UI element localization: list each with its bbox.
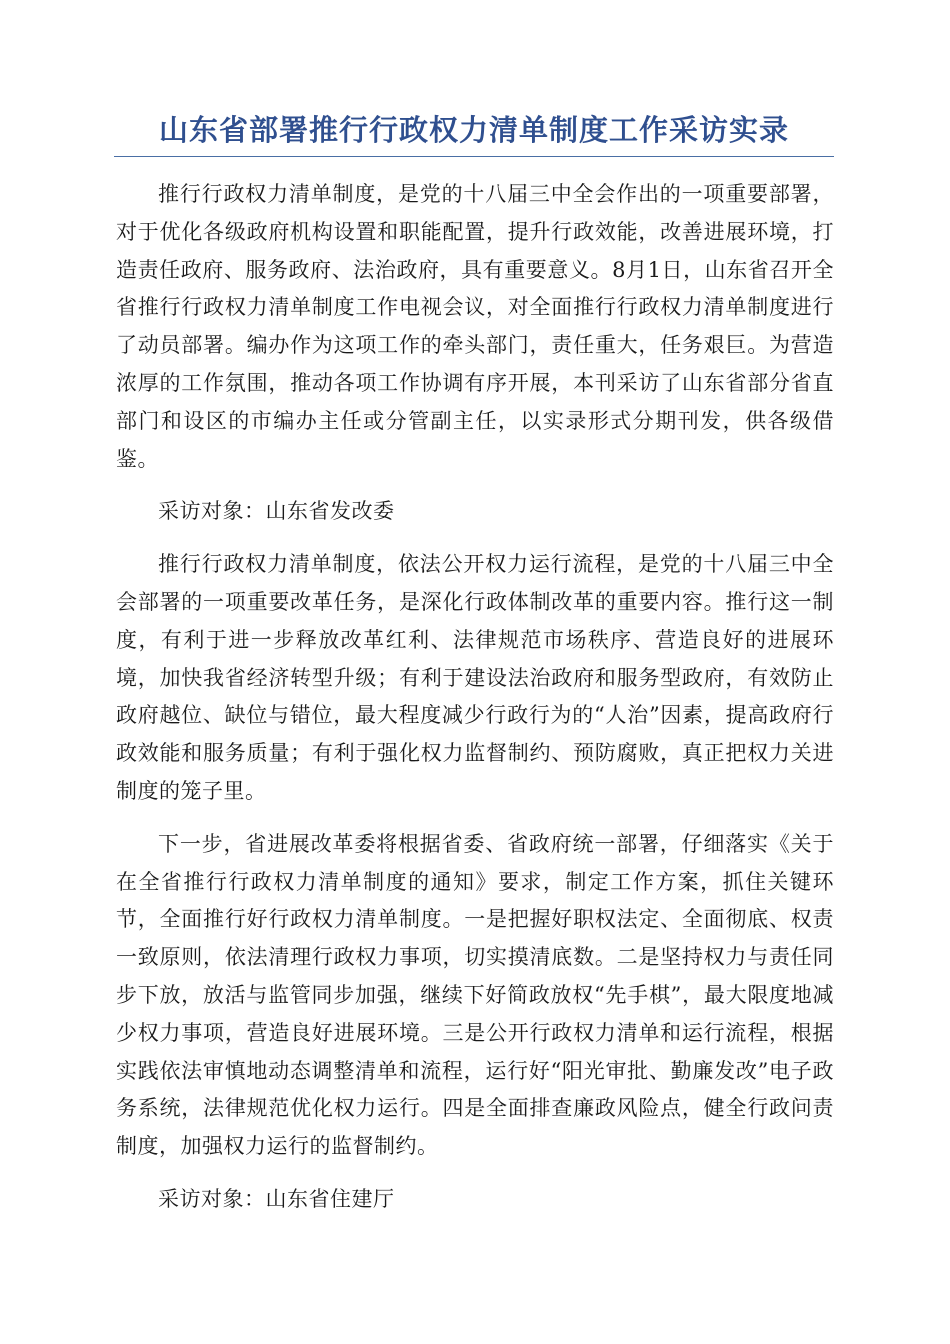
interviewee-label: 采访对象：山东省发改委	[158, 499, 395, 524]
interviewee-label: 采访对象：山东省住建厅	[158, 1186, 395, 1211]
body-paragraph: 下一步，省进展改革委将根据省委、省政府统一部署，仔细落实《关于在全省推行行政权力清单制度的通知》要求，制定工作方案，抓住关键环节，全面推行好行政权力清单制度。一是把握好职权法定、全面彻底、权责一致原则，依法清理行政权力事项，切实摸清底数。二是坚持权力与责任同步下放，放活与监管同步加强，继续下好简政放权“先手棋”，最大限度地减少权力事项，营造良好进展环境。三是公开行政权力清单和运行流程，根据实践依法审慎地动态调整清单和流程，运行好“阳光审批、勤廉发改”电子政务系统，法律规范优化权力运行。四是全面排查廉政风险点，健全行政问责制度，加强权力运行的监督制约。	[116, 831, 834, 1159]
page-title: 山东省部署推行行政权力清单制度工作采访实录	[158, 113, 789, 147]
intro-paragraph: 推行行政权力清单制度，是党的十八届三中全会作出的一项重要部署，对于优化各级政府机构设置和职能配置，提升行政效能，改善进展环境，打造责任政府、服务政府、法治政府，具有重要意义。8月1日，山东省召开全省推行行政权力清单制度工作电视会议，对全面推行行政权力清单制度进行了动员部署。编办作为这项工作的牵头部门，责任重大，任务艰巨。为营造浓厚的工作氛围，推动各项工作协调有序开展，本刊采访了山东省部分省直部门和设区的市编办主任或分管副主任，以实录形式分期刊发，供各级借鉴。	[116, 182, 834, 471]
document-body	[116, 176, 834, 1234]
body-paragraph: 推行行政权力清单制度，依法公开权力运行流程，是党的十八届三中全会部署的一项重要改革任务，是深化行政体制改革的重要内容。推行这一制度，有利于进一步释放改革红利、法律规范市场秩序、营造良好的进展环境，加快我省经济转型升级；有利于建设法治政府和服务型政府，有效防止政府越位、缺位与错位，最大程度减少行政行为的“人治”因素，提高政府行政效能和服务质量；有利于强化权力监督制约、预防腐败，真正把权力关进制度的笼子里。	[116, 552, 834, 803]
title-block	[114, 110, 834, 157]
